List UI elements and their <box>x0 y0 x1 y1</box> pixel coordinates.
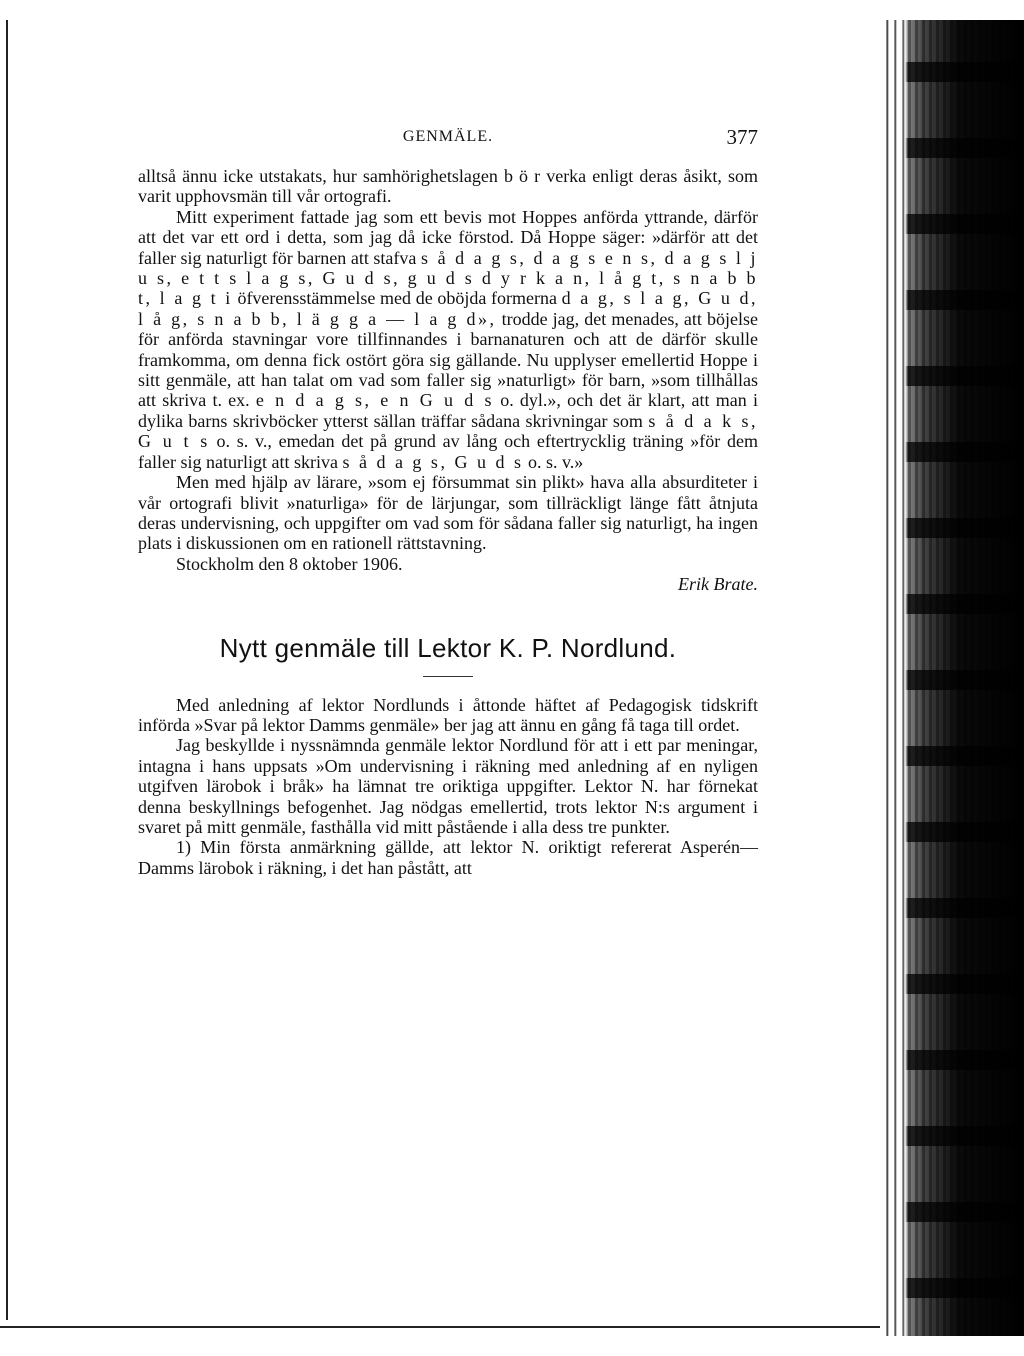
spaced-words: s å d a g s, G u d s <box>342 451 524 472</box>
spaced-words: s å d a g s, d a g s e n s, d a g s l j u s, e t t s l a g s, G u d s, g u d s d y r k a n, l å g t, s n a b b t, l a g t i <box>138 247 758 309</box>
text-run: trodde jag, det menades, att böjelse för anförda stavningar vore tillfinnandes i barnanaturen och att de därför skulle framkomma, om denna fick ostört göra sig gällande. Nu upplyser emellertid Hoppe i sitt genmäle, att han talat om vad som faller sig »naturligt» för barn, »som tillhållas att skriva t. ex. <box>138 308 758 411</box>
paragraph: alltså ännu icke utstakats, hur samhörighetslagen b ö r verka enligt deras åsikt, som varit upphovsmän till vår ortografi. <box>138 166 758 207</box>
paragraph <box>138 207 758 472</box>
title-separator-rule <box>423 676 473 677</box>
article-genmale-body <box>138 166 758 595</box>
page-number: 377 <box>726 125 758 149</box>
bottom-page-edge-rule <box>0 1326 900 1328</box>
text-run: o. s. v.» <box>527 451 584 472</box>
book-binding-edge <box>880 20 1024 1336</box>
spaced-words: s å d a k s, G u t s <box>138 410 758 452</box>
spaced-words: d a g, s l a g, G u d, l å g, s n a b b, l ä g g a — l a g d», <box>138 288 758 329</box>
running-head: GENMÄLE. <box>402 128 494 145</box>
text-run: o. s. v., emedan det på grund av lång och eftertrycklig träning »för dem faller sig naturligt att skriva <box>138 431 759 472</box>
page-content <box>138 125 759 878</box>
signature: Erik Brate. <box>678 574 758 595</box>
page-header <box>138 125 758 156</box>
article-nordlund-body <box>138 695 758 879</box>
place-date: Stockholm den 8 oktober 1906. <box>176 553 403 574</box>
left-page-edge-rule <box>6 20 8 1320</box>
text-run: o. dyl.», och det är klart, att man i dylika barns skrivböcker ytterst sällan träffar sådana skrivningar som <box>138 390 758 431</box>
paragraph: Med anledning af lektor Nordlunds i åttonde häftet af Pedagogisk tidskrift införda »Svar på lektor Damms genmäle» ber jag att ännu en gång få taga till ordet. <box>138 694 758 735</box>
text-run: Mitt experiment fattade jag som ett bevis mot Hoppes anförda yttrande, därför att det var ett ord i detta, som jag då icke förstod. Då Hoppe säger: »därför att det faller sig naturligt för barnen att stafva <box>138 206 758 268</box>
text-run: öfverensstämmelse med de oböjda formerna <box>237 288 557 309</box>
paragraph: 1) Min första anmärkning gällde, att lektor N. oriktigt refererat Asperén—Damms lärobok i räkning, i det han påstått, att <box>138 837 758 878</box>
spaced-words: e n d a g s, e n G u d s <box>255 390 494 411</box>
paragraph: Jag beskyllde i nyssnämnda genmäle lektor Nordlund för att i ett par meningar, intagna i hans uppsats »Om undervisning i räkning med anledning af en nyligen utgifven lärobok i bråk» ha lämnat tre oriktiga uppgifter. Lektor N. har förnekat denna beskyllnings befogenhet. Jag nödgas emellertid, trots lektor N:s argument i svaret på mitt genmäle, fasthålla vid mitt påstående i alla dess tre punkter. <box>138 735 758 837</box>
paragraph: Men med hjälp av lärare, »som ej försummat sin plikt» hava alla absurditeter i vår ortografi blivit »naturliga» för de lärjungar, som tillräckligt länge fått åtnjuta deras undervisning, och uppgifter om vad som för sådana faller sig naturligt, ha ingen plats i diskussionen om en rationell rättstavning. <box>138 472 758 554</box>
article-title: Nytt genmäle till Lektor K. P. Nordlund. <box>219 632 677 663</box>
